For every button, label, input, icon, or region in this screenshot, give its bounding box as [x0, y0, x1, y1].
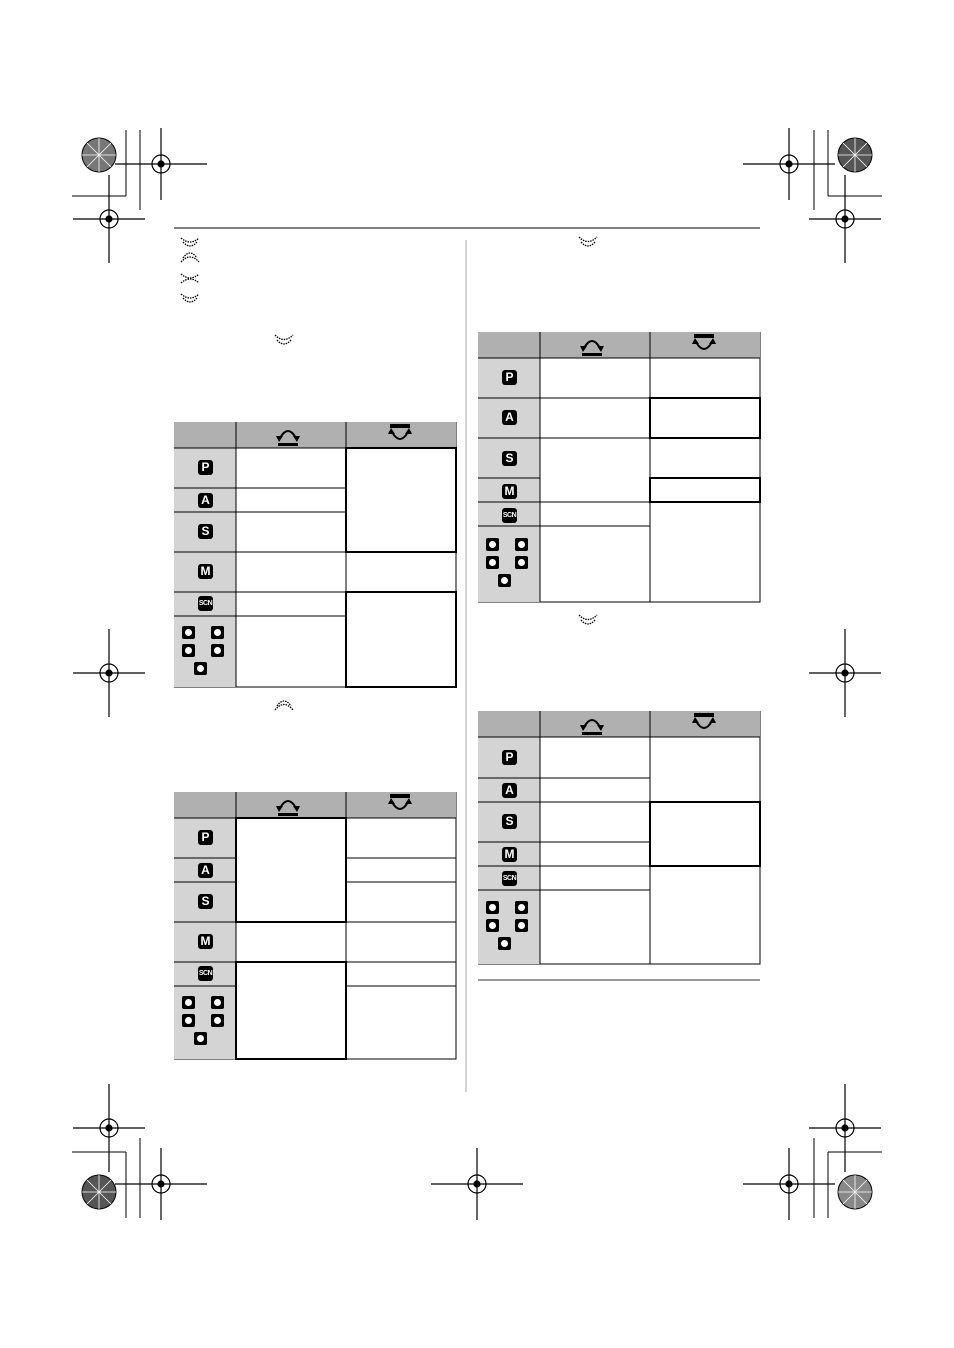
mode-scn-icon: SCN [502, 871, 517, 886]
mode-s-icon: S [502, 451, 517, 466]
scene-modes-icon [482, 536, 538, 590]
mode-m-icon: M [502, 484, 517, 499]
mode-table-4 [478, 711, 761, 965]
dial-indicator-icon [178, 234, 202, 308]
mode-m-icon: M [502, 847, 517, 862]
mode-m-icon: M [198, 564, 213, 579]
mode-p-icon: P [198, 460, 213, 475]
mode-table-3 [478, 332, 761, 604]
mode-scn-icon: SCN [198, 966, 213, 981]
mode-a-icon: A [198, 863, 213, 878]
scene-modes-icon [482, 899, 538, 953]
scene-modes-icon [178, 624, 234, 678]
mode-s-icon: S [198, 894, 213, 909]
dial-indicator-icon [272, 332, 296, 350]
mode-p-icon: P [198, 830, 213, 845]
dial-indicator-icon [576, 612, 600, 630]
mode-a-icon: A [502, 783, 517, 798]
mode-p-icon: P [502, 750, 517, 765]
mode-scn-icon: SCN [502, 508, 517, 523]
mode-s-icon: S [502, 814, 517, 829]
mode-table-1 [174, 422, 457, 688]
dial-indicator-icon [576, 234, 600, 252]
mode-table-2 [174, 792, 457, 1060]
mode-scn-icon: SCN [198, 596, 213, 611]
mode-m-icon: M [198, 934, 213, 949]
scene-modes-icon [178, 994, 234, 1048]
mode-a-icon: A [198, 493, 213, 508]
mode-p-icon: P [502, 370, 517, 385]
mode-s-icon: S [198, 524, 213, 539]
dial-indicator-icon [272, 696, 296, 714]
mode-a-icon: A [502, 410, 517, 425]
